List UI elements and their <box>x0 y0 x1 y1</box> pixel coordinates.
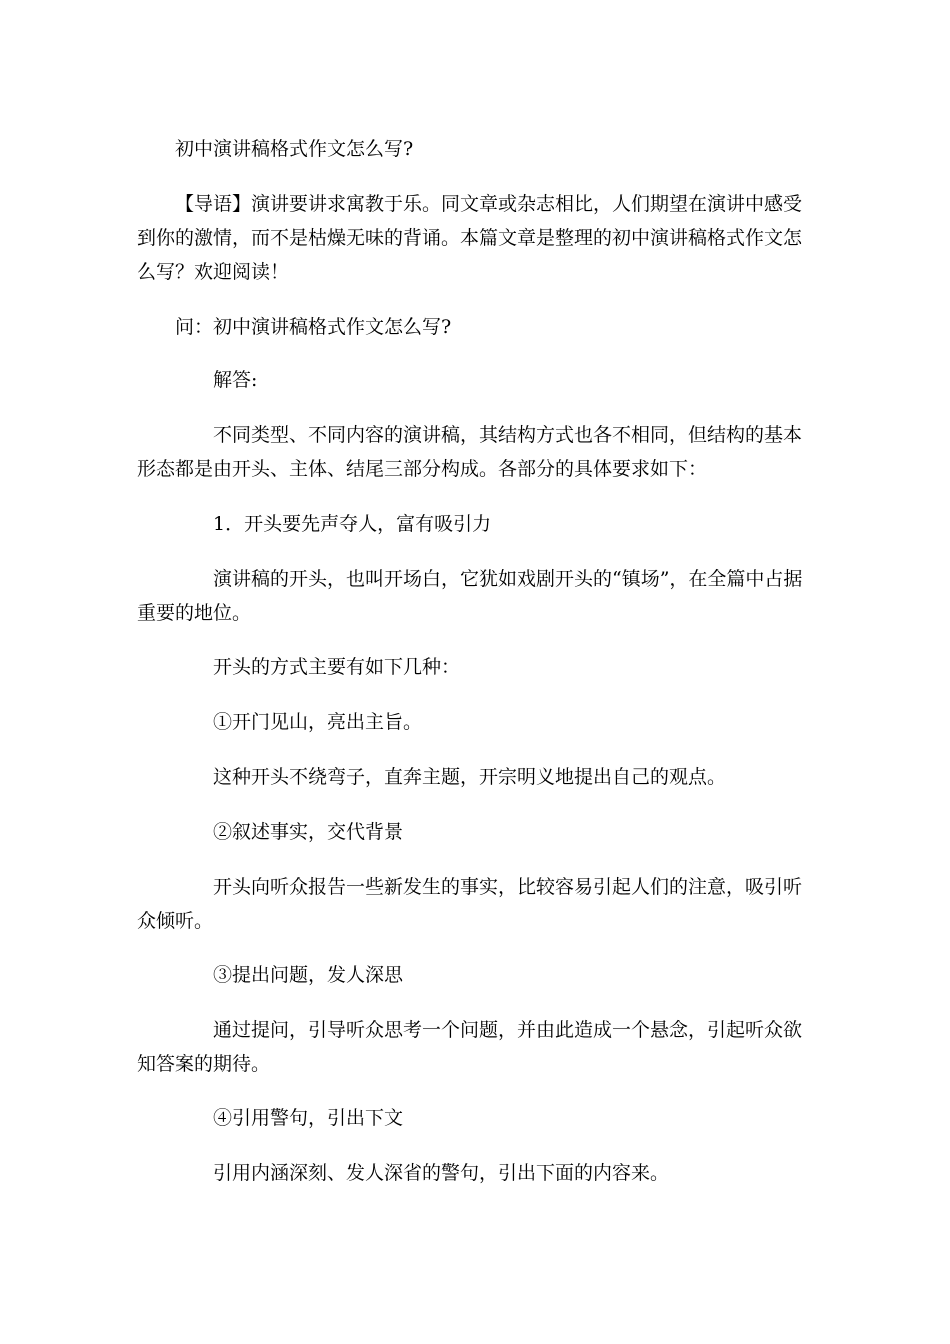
method-heading-2: ②叙述事实，交代背景 <box>213 821 404 843</box>
method-text-2: 开头向听众报告一些新发生的事实，比较容易引起人们的注意，吸引听众倾听。 <box>137 876 803 932</box>
method-text-4: 引用内涵深刻、发人深省的警句，引出下面的内容来。 <box>213 1162 670 1184</box>
method-heading-3: ③提出问题，发人深思 <box>213 964 404 986</box>
structure-paragraph: 不同类型、不同内容的演讲稿，其结构方式也各不相同，但结构的基本形态都是由开头、主体、结尾三部分构成。各部分的具体要求如下： <box>137 424 803 480</box>
method-heading-4: ④引用警句，引出下文 <box>213 1107 404 1129</box>
methods-intro: 开头的方式主要有如下几种： <box>213 656 461 678</box>
method-text-3: 通过提问，引导听众思考一个问题，并由此造成一个悬念，引起听众欲知答案的期待。 <box>137 1019 803 1075</box>
answer-label: 解答: <box>213 369 258 391</box>
method-text-1: 这种开头不绕弯子，直奔主题，开宗明义地提出自己的观点。 <box>213 766 727 788</box>
section-heading-opening: 1．开头要先声夺人，富有吸引力 <box>213 513 492 535</box>
question-line: 问：初中演讲稿格式作文怎么写? <box>175 316 452 338</box>
document-title: 初中演讲稿格式作文怎么写? <box>175 138 414 160</box>
intro-paragraph: 【导语】演讲要讲求寓教于乐。同文章或杂志相比，人们期望在演讲中感受到你的激情，而不是枯燥无味的背诵。本篇文章是整理的初中演讲稿格式作文怎么写？欢迎阅读！ <box>137 193 803 283</box>
method-heading-1: ①开门见山，亮出主旨。 <box>213 711 423 733</box>
section-paragraph-opening: 演讲稿的开头，也叫开场白，它犹如戏剧开头的“镇场”，在全篇中占据重要的地位。 <box>137 568 803 624</box>
